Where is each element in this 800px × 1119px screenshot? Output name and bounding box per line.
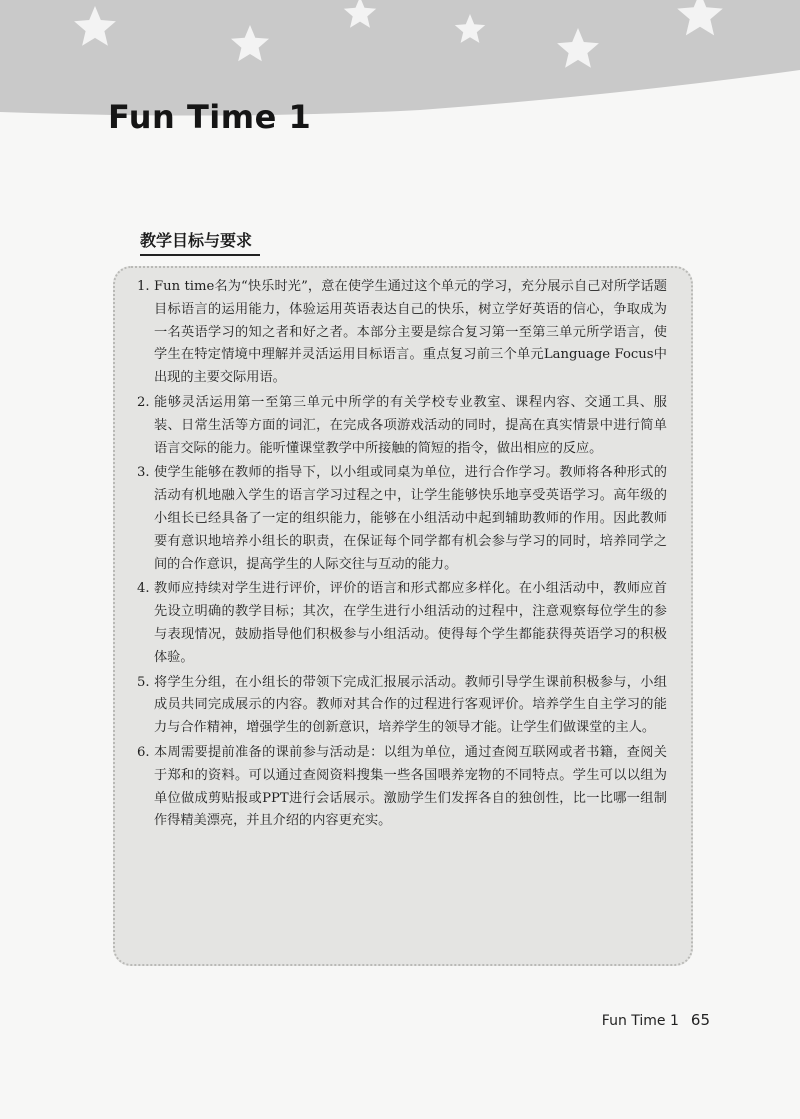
goal-item-5: [137, 672, 667, 740]
goal-text: 本周需要提前准备的课前参与活动是：以组为单位，通过查阅互联网或者书籍，查阅关于郑和的资料。可以通过查阅资料搜集一些各国喂养宠物的不同特点。学生可以以组为单位做成剪贴报或PPT进行会话展示。激励学生们发挥各自的独创性，比一比哪一组制作得精美漂亮，并且介绍的内容更充实。: [154, 744, 667, 829]
goal-item-4: [137, 578, 667, 669]
goal-item-6: [137, 742, 667, 833]
goals-list: [137, 276, 667, 833]
footer-label: Fun Time 1: [601, 1013, 679, 1029]
goal-text: Fun time名为“快乐时光”，意在使学生通过这个单元的学习，充分展示自己对所学话题目标语言的运用能力，体验运用英语表达自己的快乐，树立学好英语的信心，争取成为一名英语学习的知之者和好之者。本部分主要是综合复习第一至第三单元所学语言，使学生在特定情境中理解并灵活运用目标语言。重点复习前三个单元Language Focus中出现的主要交际用语。: [154, 279, 667, 386]
goal-number: 1.: [137, 279, 150, 294]
section-heading-underline: [140, 254, 260, 256]
goal-text: 教师应持续对学生进行评价，评价的语言和形式都应多样化。在小组活动中，教师应首先设立明确的教学目标；其次，在学生进行小组活动的过程中，注意观察每位学生的参与表现情况，鼓励指导他们积极参与小组活动。使得每个学生都能获得英语学习的积极体验。: [154, 581, 667, 665]
star-banner-graphic: [0, 0, 800, 170]
goal-text: 能够灵活运用第一至第三单元中所学的有关学校专业教室、课程内容、交通工具、服装、日常生活等方面的词汇，在完成各项游戏活动的同时，提高在真实情景中进行简单语言交际的能力。能听懂课堂教学中所接触的简短的指令，做出相应的反应。: [154, 394, 667, 456]
goal-number: 4.: [137, 581, 150, 597]
goal-text: 使学生能够在教师的指导下，以小组或同桌为单位，进行合作学习。教师将各种形式的活动有机地融入学生的语言学习过程之中，让学生能够快乐地享受英语学习。高年级的小组长已经具备了一定的组织能力，能够在小组活动中起到辅助教师的作用。因此教师要有意识地培养小组长的职责，在保证每个同学都有机会参与学习的同时，培养同学之间的合作意识，提高学生的人际交往与互动的能力。: [154, 465, 667, 572]
page-footer: [602, 1011, 710, 1029]
goal-item-1: [137, 276, 667, 390]
page-title: Fun Time 1: [108, 98, 312, 136]
goal-number: 5.: [137, 674, 150, 690]
section-heading: 教学目标与要求: [140, 231, 253, 250]
goal-item-3: [137, 462, 667, 576]
goal-number: 3.: [137, 465, 150, 481]
goals-panel: [113, 266, 693, 966]
goal-number: 6.: [137, 744, 150, 760]
goal-item-2: [137, 392, 667, 460]
goal-text: 将学生分组，在小组长的带领下完成汇报展示活动。教师引导学生课前积极参与，小组成员共同完成展示的内容。教师对其合作的过程进行客观评价。培养学生自主学习的能力与合作精神，增强学生的创新意识，培养学生的领导才能。让学生们做课堂的主人。: [154, 674, 667, 736]
goal-number: 2.: [137, 394, 150, 410]
page-number: 65: [690, 1011, 710, 1029]
header-banner: [0, 0, 800, 170]
